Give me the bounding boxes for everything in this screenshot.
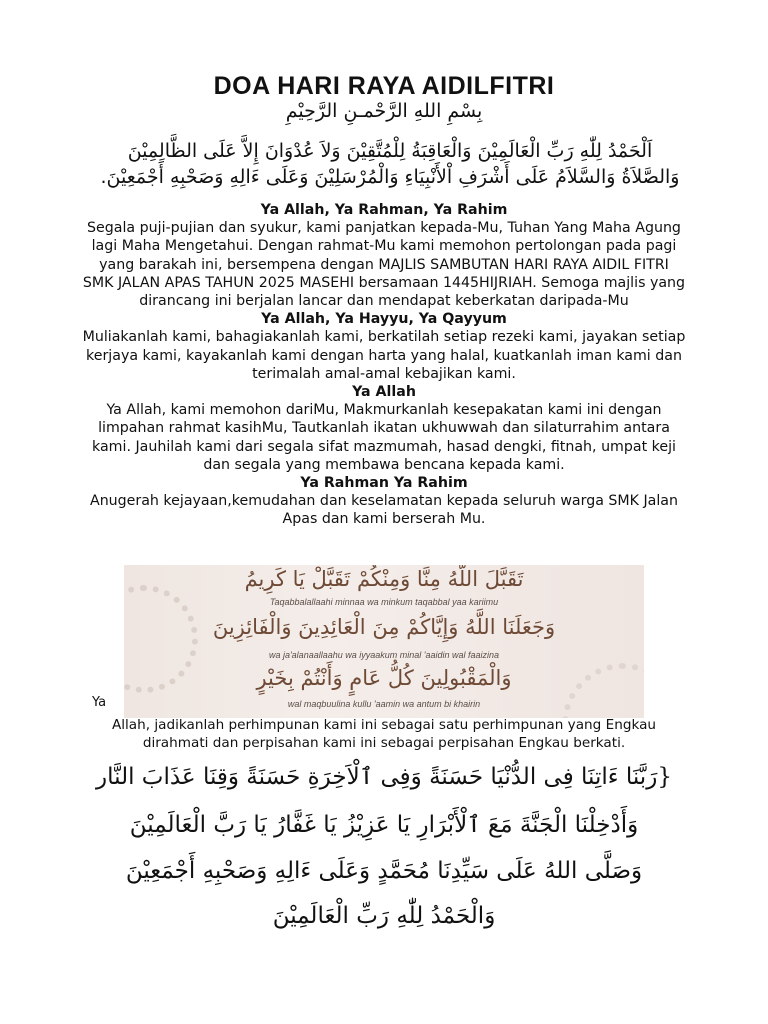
final-prayer-body: Allah, jadikanlah perhimpunan kami ini sebagai satu perhimpunan yang Engkau dirahmati dan perpisahan kami ini sebagai perpisahan Engkau berkati. (111, 717, 657, 751)
closing-arabic-line-3: وَصَلَّى اللهُ عَلَى سَيِّدِنَا مُحَمَّدٍ وَعَلَى ءَالِهِ وَصَحْبِهِ أَجْمَعِيْنَ (125, 858, 643, 884)
ya-fragment: Ya (92, 695, 107, 710)
document-title: DOA HARI RAYA AIDILFITRI (213, 72, 555, 100)
image-arabic-line-2: وَجَعَلَنَا اللَّهُ وَإِيَّاكُمْ مِنَ الْعَائِدِينَ وَالْفَائِزِينَ (212, 615, 556, 639)
image-arabic-line-1: تَقَبَّلَ اللَّهُ مِنَّا وَمِنْكُمْ تَقَبَّلْ يَا كَرِيمُ (244, 567, 524, 591)
prayer-sections (82, 201, 686, 529)
image-translit-line-1: Taqabbalallaahi minnaa wa minkum taqabbal yaa kariimu (269, 597, 499, 607)
section-body-3: Ya Allah, kami memohon dariMu, Makmurkanlah kesepakatan kami ini dengan limpahan rahmat kasihMu, Tautkanlah ikatan ukhuwwah dan silaturrahim antara kami. Jauhilah kami dari segala sifat mazmumah, hasad dengki, fitnah, umpat keji dan segala yang membawa bencana kepada kami. (92, 402, 676, 473)
section-heading-4: Ya Rahman Ya Rahim (300, 475, 468, 492)
section-heading-3: Ya Allah (352, 384, 416, 401)
image-arabic-line-3: وَالْمَقْبُولِينَ كُلُّ عَامٍ وَأَنْتُمْ بِخَيْرٍ (256, 666, 512, 690)
image-translit-line-3: wal maqbuulina kullu 'aamin wa antum bi khairin (287, 699, 481, 709)
closing-arabic-line-4: وَالْحَمْدُ لِلّٰهِ رَبِّ الْعَالَمِيْنَ (272, 903, 496, 929)
section-heading-1: Ya Allah, Ya Rahman, Ya Rahim (260, 202, 508, 218)
section-body-4: Anugerah kejayaan,kemudahan dan keselamatan kepada seluruh warga SMK Jalan Apas dan kami berserah Mu. (89, 493, 678, 528)
section-heading-2: Ya Allah, Ya Hayyu, Ya Qayyum (261, 311, 507, 328)
image-translit-line-2: wa ja'alanaallaahu wa iyyaakum minal 'aaidin wal faaizina (268, 650, 500, 660)
closing-arabic-line-2: وَأَدْخِلْنَا الْجَنَّةَ مَعَ ٱلْأَبْرَارِ يَا عَزِيْزُ يَا غَفَّارُ يَا رَبَّ الْعَالَمِيْنَ (129, 812, 639, 838)
eid-greeting-image (124, 565, 644, 718)
section-body-2: Muliakanlah kami, bahagiakanlah kami, berkatilah setiap rezeki kami, jayakan setiap kerjaya kami, kayakanlah kami dengan harta yang halal, kuatkanlah iman kami dan terimalah amal-amal kebajikan kami. (82, 329, 686, 382)
closing-arabic-line-1: {رَبَّنَا ءَاتِنَا فِى الدُّنْيَا حَسَنَةً وَفِى ٱلْاَخِرَةِ حَسَنَةً وَقِنَا عَذَابَ النَّار (96, 764, 672, 790)
section-body-1: Segala puji-pujian dan syukur, kami panjatkan kepada-Mu, Tuhan Yang Maha Agung lagi Maha Mengetahui. Dengan rahmat-Mu kami memohon pertolongan pada pagi yang barakah ini, bersempena dengan MAJLIS SAMBUTAN HARI RAYA AIDIL FITRI SMK JALAN APAS TAHUN 2025 MASEHI bersamaan 1445HIJRIAH. Semoga majlis yang dirancang ini berjalan lancar dan mendapat keberkatan daripada-Mu (82, 220, 686, 310)
opening-prayer-arabic: اَلْحَمْدُ لِلّٰهِ رَبِّ الْعَالَمِيْنَ وَالْعَاقِبَةُ لِلْمُتَّقِيْنَ وَلاَ عُدْوَانَ إِلاَّ عَلَى الظَّالِمِيْنَ وَالصَّلاَةُ وَالسَّلاَمُ عَلَى أَشْرَفِ اْلأَنْبِيَاءِ وَالْمُرْسَلِيْنَ وَعَلَى ءَالِهِ وَصَحْبِهِ أَجْمَعِيْنَ. (100, 140, 680, 188)
basmalah: بِسْمِ اللهِ الرَّحْمـنِ الرَّحِيْمِ (285, 100, 483, 122)
